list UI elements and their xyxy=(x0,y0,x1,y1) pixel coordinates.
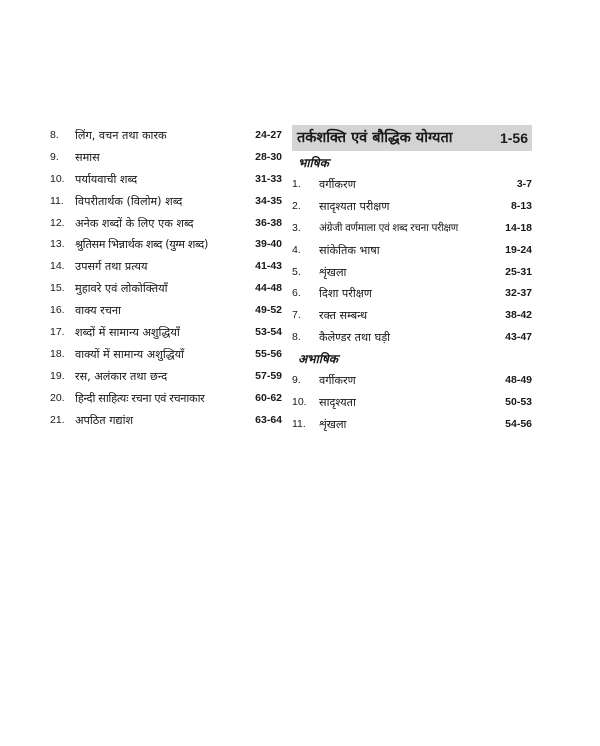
entry-title: वर्गीकरण xyxy=(319,178,356,191)
toc-entry[interactable] xyxy=(292,218,532,240)
toc-entry[interactable] xyxy=(292,327,532,349)
subsection-heading-nonverbal: अभाषिक xyxy=(298,352,338,367)
entry-pages: 14-18 xyxy=(505,221,532,234)
entry-pages: 19-24 xyxy=(505,243,532,256)
entry-number: 1. xyxy=(292,178,301,190)
entry-number: 15. xyxy=(50,282,65,295)
entry-pages: 53-54 xyxy=(255,326,282,339)
entry-title: अपठित गद्यांश xyxy=(75,413,134,427)
entry-pages: 3-7 xyxy=(516,178,532,190)
entry-pages: 48-49 xyxy=(505,374,532,387)
entry-title: विपरीतार्थक (विलोम) शब्द xyxy=(75,194,183,208)
entry-number: 7. xyxy=(292,309,301,322)
entry-number: 19. xyxy=(50,369,65,382)
entry-number: 17. xyxy=(50,326,65,339)
entry-pages: 8-13 xyxy=(510,199,532,212)
entry-pages: 31-33 xyxy=(255,172,282,185)
entry-number: 10. xyxy=(292,396,307,409)
entry-title: सादृश्यता परीक्षण xyxy=(319,199,390,213)
entry-pages: 34-35 xyxy=(255,194,282,207)
entry-pages: 28-30 xyxy=(255,150,282,163)
entry-title: दिशा परीक्षण xyxy=(319,287,372,301)
toc-entry[interactable] xyxy=(292,196,532,218)
entry-title: सादृश्यता xyxy=(319,396,356,410)
entry-number: 8. xyxy=(292,331,301,344)
toc-entry[interactable] xyxy=(50,300,282,322)
entry-pages: 41-43 xyxy=(255,260,282,273)
entry-number: 6. xyxy=(292,287,301,300)
entry-number: 20. xyxy=(50,391,65,404)
entry-number: 8. xyxy=(50,129,59,141)
entry-pages: 54-56 xyxy=(505,417,532,430)
entry-title: वर्गीकरण xyxy=(319,374,356,388)
entry-number: 16. xyxy=(50,304,65,317)
toc-entry[interactable] xyxy=(292,370,532,392)
entry-title: वाक्य रचना xyxy=(75,304,121,318)
entry-number: 10. xyxy=(50,172,65,185)
entry-pages: 32-37 xyxy=(505,287,532,300)
toc-entry[interactable] xyxy=(292,174,532,196)
entry-title: रस, अलंकार तथा छन्द xyxy=(75,369,168,383)
toc-entry[interactable] xyxy=(50,125,282,147)
entry-title: वाक्यों में सामान्य अशुद्धियाँ xyxy=(75,347,185,361)
toc-entry[interactable] xyxy=(50,322,282,344)
toc-entry[interactable] xyxy=(50,191,282,213)
entry-pages: 63-64 xyxy=(255,413,282,426)
entry-title: श्रुतिसम भिन्नार्थक शब्द (युग्म शब्द) xyxy=(75,238,208,252)
entry-title: समास xyxy=(75,150,100,164)
toc-entry[interactable] xyxy=(292,262,532,284)
entry-number: 14. xyxy=(50,260,65,273)
entry-number: 9. xyxy=(50,150,59,163)
entry-pages: 36-38 xyxy=(255,216,282,229)
entry-number: 4. xyxy=(292,243,301,256)
entry-pages: 44-48 xyxy=(255,282,282,295)
toc-left-column xyxy=(50,125,282,431)
toc-entry[interactable] xyxy=(292,283,532,305)
entry-title: शृंखला xyxy=(319,417,347,431)
entry-number: 11. xyxy=(50,194,64,207)
section-title: तर्कशक्ति एवं बौद्धिक योग्यता xyxy=(297,130,453,146)
entry-pages: 57-59 xyxy=(255,369,282,382)
toc-entry[interactable] xyxy=(292,392,532,414)
entry-pages: 50-53 xyxy=(505,396,532,409)
entry-number: 5. xyxy=(292,265,301,278)
entry-title: कैलेण्डर तथा घड़ी xyxy=(319,331,391,345)
entry-title: मुहावरे एवं लोकोक्तियाँ xyxy=(75,282,168,296)
toc-entry[interactable] xyxy=(50,344,282,366)
entry-number: 2. xyxy=(292,199,301,212)
toc-entry[interactable] xyxy=(50,169,282,191)
entry-pages: 49-52 xyxy=(255,304,282,317)
entry-number: 13. xyxy=(50,238,65,251)
toc-right-column xyxy=(292,125,532,436)
entry-pages: 60-62 xyxy=(255,391,282,404)
entry-pages: 55-56 xyxy=(255,347,282,360)
entry-title: अंग्रेजी वर्णमाला एवं शब्द रचना परीक्षण xyxy=(319,221,458,234)
entry-number: 3. xyxy=(292,221,301,234)
entry-pages: 24-27 xyxy=(255,129,282,141)
section-pages: 1-56 xyxy=(499,130,528,146)
toc-entry[interactable] xyxy=(292,240,532,262)
entry-title: शब्दों में सामान्य अशुद्धियाँ xyxy=(75,326,180,340)
entry-title: शृंखला xyxy=(319,265,347,279)
entry-number: 9. xyxy=(292,374,301,387)
entry-number: 12. xyxy=(50,216,65,229)
entry-pages: 38-42 xyxy=(505,309,532,322)
toc-entry[interactable] xyxy=(50,147,282,169)
toc-entry[interactable] xyxy=(50,388,282,410)
toc-entry[interactable] xyxy=(50,278,282,300)
toc-entry[interactable] xyxy=(50,410,282,432)
entry-title: अनेक शब्दों के लिए एक शब्द xyxy=(75,216,194,230)
entry-title: उपसर्ग तथा प्रत्यय xyxy=(75,260,148,274)
toc-entry[interactable] xyxy=(292,305,532,327)
toc-entry[interactable] xyxy=(50,234,282,256)
subsection-heading-verbal: भाषिक xyxy=(298,156,329,170)
entry-number: 11. xyxy=(292,417,306,430)
entry-number: 18. xyxy=(50,347,65,360)
toc-entry[interactable] xyxy=(50,256,282,278)
entry-title: हिन्दी साहित्यः रचना एवं रचनाकार xyxy=(75,391,205,405)
entry-number: 21. xyxy=(50,413,65,426)
toc-entry[interactable] xyxy=(50,366,282,388)
entry-title: सांकेतिक भाषा xyxy=(319,243,380,257)
entry-pages: 39-40 xyxy=(255,238,282,251)
section-header xyxy=(292,125,532,151)
entry-title: पर्यायवाची शब्द xyxy=(75,172,138,186)
entry-title: रक्त सम्बन्ध xyxy=(319,309,368,323)
entry-pages: 43-47 xyxy=(505,331,532,344)
entry-pages: 25-31 xyxy=(505,265,532,278)
entry-title: लिंग, वचन तथा कारक xyxy=(75,129,167,142)
toc-entry[interactable] xyxy=(292,414,532,436)
toc-entry[interactable] xyxy=(50,213,282,235)
